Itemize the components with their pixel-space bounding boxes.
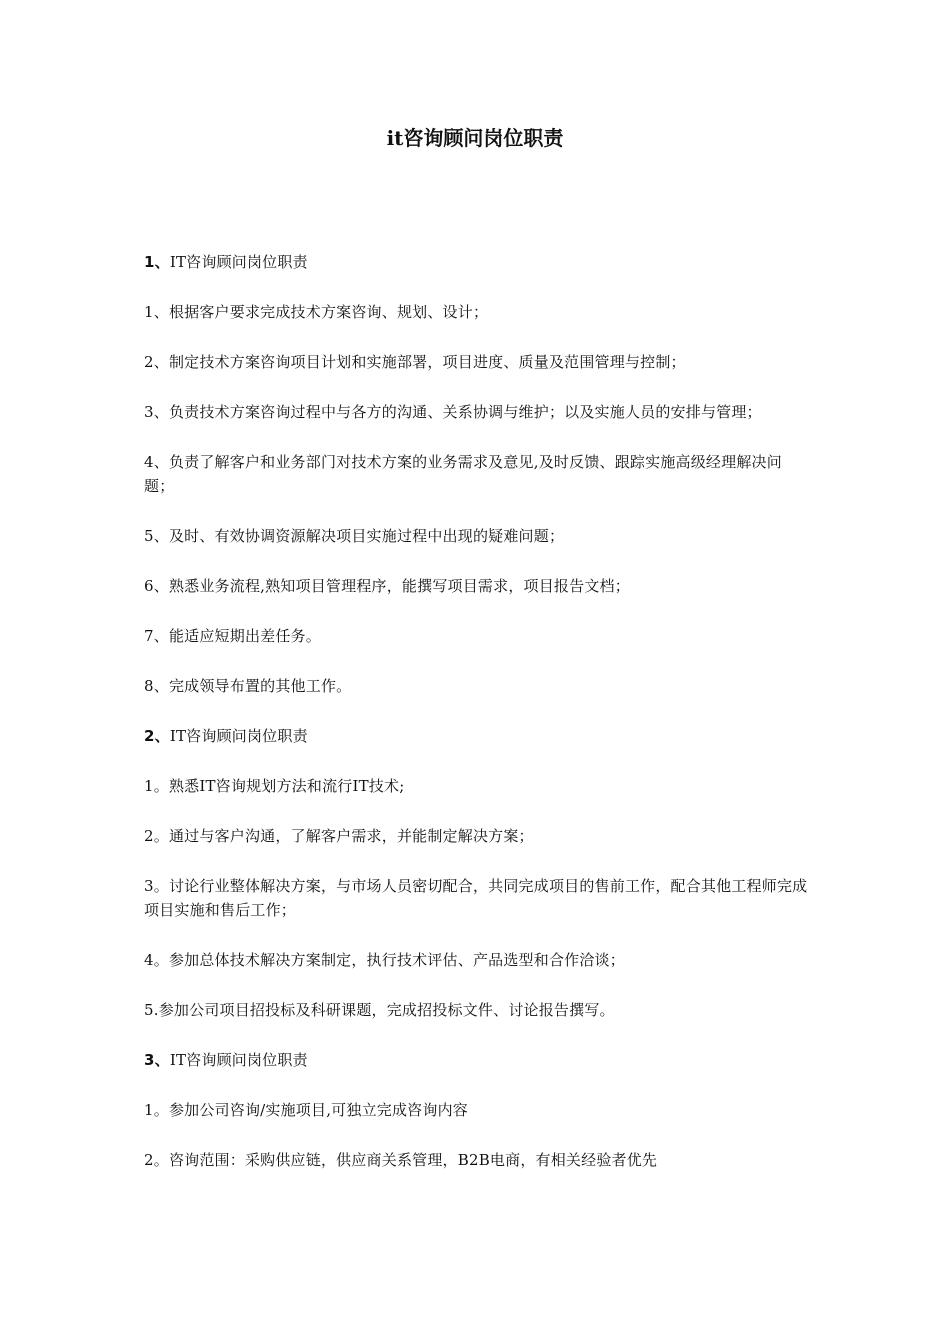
- section-heading-text: IT咨询顾问岗位职责: [169, 1051, 308, 1069]
- list-item: 1。熟悉IT咨询规划方法和流行IT技术;: [144, 777, 405, 795]
- list-item: 3。讨论行业整体解决方案，与市场人员密切配合，共同完成项目的售前工作，配合其他工程师完成项目实施和售后工作；: [144, 877, 808, 919]
- list-item: 2、制定技术方案咨询项目计划和实施部署，项目进度、质量及范围管理与控制；: [144, 353, 686, 371]
- section-heading: [144, 724, 808, 748]
- list-item: 1。参加公司咨询/实施项目,可独立完成咨询内容: [144, 1101, 468, 1119]
- list-item: 5.参加公司项目招投标及科研课题，完成招投标文件、讨论报告撰写。: [144, 1001, 615, 1019]
- list-item: 6、熟悉业务流程,熟知项目管理程序，能撰写项目需求，项目报告文档；: [144, 577, 630, 595]
- list-item: 5、及时、有效协调资源解决项目实施过程中出现的疑难问题；: [144, 527, 565, 545]
- section-number: 2、: [144, 727, 170, 745]
- section-heading-text: IT咨询顾问岗位职责: [169, 727, 308, 745]
- list-item: 2。通过与客户沟通，了解客户需求，并能制定解决方案；: [144, 827, 534, 845]
- list-item: 7、能适应短期出差任务。: [144, 627, 321, 645]
- list-item: 2。咨询范围：采购供应链，供应商关系管理，B2B电商，有相关经验者优先: [144, 1151, 658, 1169]
- list-item: 4。参加总体技术解决方案制定，执行技术评估、产品选型和合作洽谈；: [144, 951, 625, 969]
- list-item: 1、根据客户要求完成技术方案咨询、规划、设计；: [144, 303, 489, 321]
- document-title: it咨询顾问岗位职责: [386, 126, 564, 150]
- list-item: 3、负责技术方案咨询过程中与各方的沟通、关系协调与维护；以及实施人员的安排与管理；: [144, 403, 762, 421]
- section-heading: [144, 1048, 808, 1072]
- section-number: 3、: [144, 1051, 170, 1069]
- section-heading: [144, 250, 808, 274]
- list-item: 4、负责了解客户和业务部门对技术方案的业务需求及意见,及时反馈、跟踪实施高级经理解决问题；: [144, 453, 782, 495]
- section-number: 1、: [144, 253, 170, 271]
- document-body: [144, 250, 808, 1198]
- list-item: 8、完成领导布置的其他工作。: [144, 677, 352, 695]
- section-heading-text: IT咨询顾问岗位职责: [169, 253, 308, 271]
